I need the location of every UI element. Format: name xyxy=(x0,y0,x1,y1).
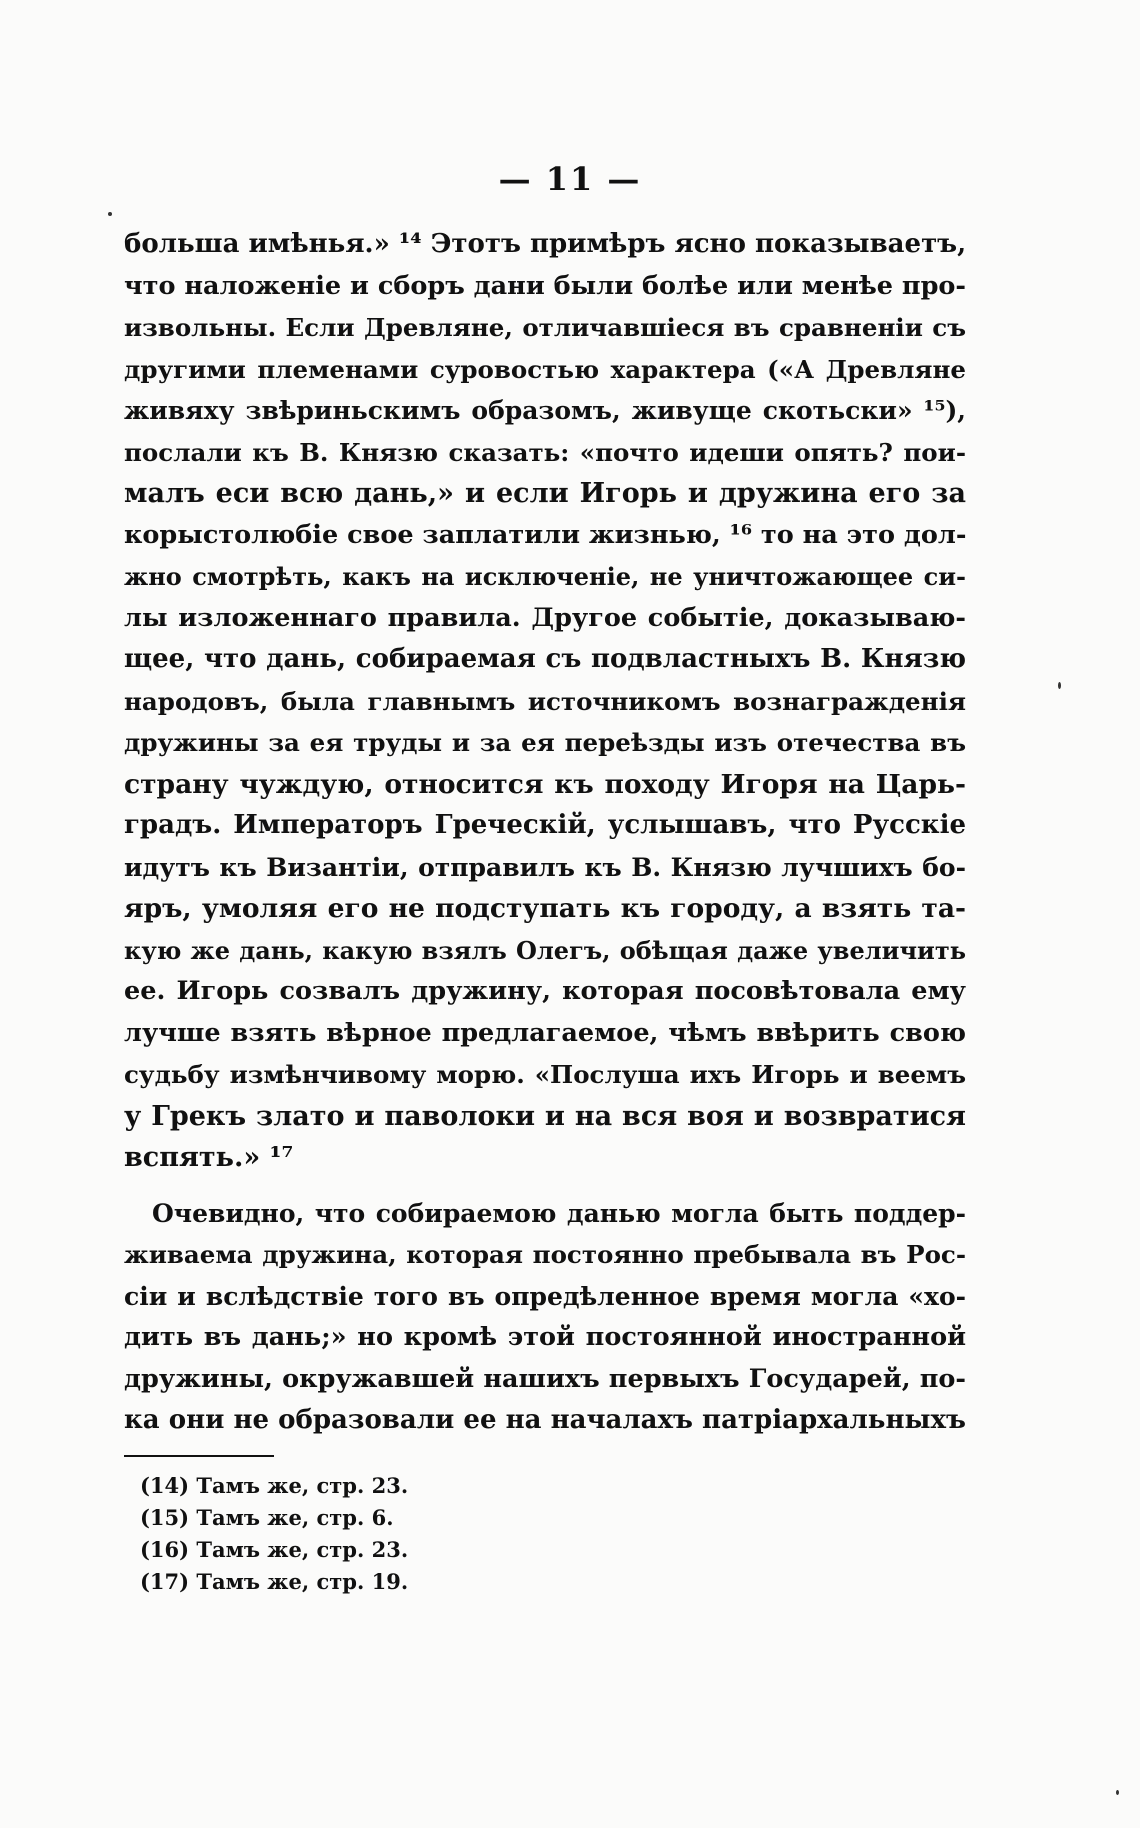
text-line: послали къ В. Князю сказать: «почто идеши опять? пои- xyxy=(124,437,966,467)
footnote: (16) Тамъ же, стр. 23. xyxy=(140,1537,409,1562)
text-line: дить въ дань;» но кромѣ этой постоянной иностранной xyxy=(124,1322,966,1352)
text-line: сіи и вслѣдствіе того въ опредѣленное время могла «хо- xyxy=(124,1281,966,1311)
body-text xyxy=(124,224,966,1442)
footnotes xyxy=(140,1470,408,1598)
text-line: щее, что дань, собираемая съ подвластныхъ В. Князю xyxy=(124,644,966,674)
text-line: вспять.» ¹⁷ xyxy=(124,1142,294,1173)
text-line: народовъ, была главнымъ источникомъ вознагражденія xyxy=(124,686,966,716)
text-line: градъ. Императоръ Греческій, услышавъ, что Русскіе xyxy=(124,810,966,840)
footnote: (17) Тамъ же, стр. 19. xyxy=(140,1569,409,1594)
footnote: (15) Тамъ же, стр. 6. xyxy=(140,1505,394,1530)
text-line: извольны. Если Древляне, отличавшіеся въ сравненіи съ xyxy=(124,313,966,342)
paragraph-gap xyxy=(124,1179,966,1193)
text-line: малъ еси всю дань,» и если Игорь и дружина его за xyxy=(124,478,966,509)
text-line: что наложеніе и сборъ дани были болѣе или менѣе про- xyxy=(124,270,966,301)
text-line: ка они не образовали ее на началахъ патріархальныхъ xyxy=(124,1405,966,1435)
text-line: жно смотрѣть, какъ на исключеніе, не уничтожающее си- xyxy=(124,562,966,591)
text-line: ее. Игорь созвалъ дружину, которая посовѣтовала ему xyxy=(124,976,966,1006)
paragraph-2 xyxy=(124,1193,966,1442)
text-line: Очевидно, что собираемою данью могла быть поддер- xyxy=(152,1198,966,1228)
text-line: лы изложеннаго правила. Другое событіе, доказываю- xyxy=(124,602,966,633)
text-line: дружины, окружавшей нашихъ первыхъ Государей, по- xyxy=(124,1363,966,1394)
text-line: другими племенами суровостью характера («А Древляне xyxy=(124,354,966,384)
print-speck xyxy=(1116,1790,1119,1795)
print-speck xyxy=(108,212,112,216)
text-line: судьбу измѣнчивому морю. «Послуша ихъ Игорь и веемъ xyxy=(124,1060,966,1089)
print-speck xyxy=(1058,682,1061,689)
text-line: лучше взять вѣрное предлагаемое, чѣмъ ввѣрить свою xyxy=(124,1017,966,1048)
text-line: дружины за ея труды и за ея переѣзды изъ отечества въ xyxy=(124,728,966,757)
text-line: яръ, умоляя его не подступать къ городу, а взять та- xyxy=(124,893,966,924)
footnote-rule xyxy=(124,1455,274,1457)
paragraph-1 xyxy=(124,224,966,1179)
text-line: больша имѣнья.» ¹⁴ Этотъ примѣръ ясно показываетъ, xyxy=(124,229,966,259)
text-line: корыстолюбіе свое заплатили жизнью, ¹⁶ то на это дол- xyxy=(124,519,966,550)
page-number: — 11 — xyxy=(498,160,642,198)
footnote: (14) Тамъ же, стр. 23. xyxy=(140,1473,409,1498)
text-line: идутъ къ Византіи, отправилъ къ В. Князю лучшихъ бо- xyxy=(124,852,966,882)
text-line: кую же дань, какую взялъ Олегъ, обѣщая даже увеличить xyxy=(124,935,966,965)
text-line: живяху звѣриньскимъ образомъ, живуще скотьски» ¹⁵), xyxy=(124,396,966,425)
text-line: страну чуждую, относится къ походу Игоря на Царь- xyxy=(124,768,966,800)
text-line: у Грекъ злато и паволоки и на вся воя и возвратися xyxy=(124,1100,966,1132)
text-line: живаема дружина, которая постоянно пребывала въ Рос- xyxy=(124,1240,966,1269)
